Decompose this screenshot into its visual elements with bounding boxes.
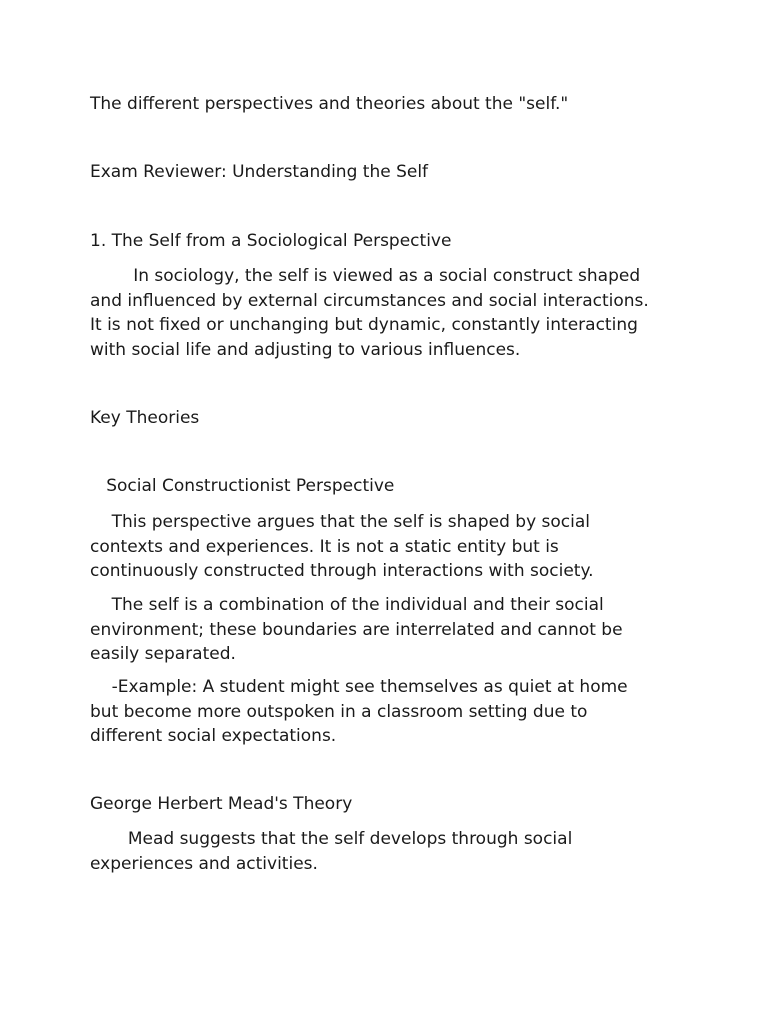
text-line: It is not fixed or unchanging but dynamic, constantly interacting	[90, 315, 638, 335]
social-constructionist-heading: Social Constructionist Perspective	[90, 476, 395, 496]
text-line: continuously constructed through interactions with society.	[90, 561, 594, 581]
text-line: In sociology, the self is viewed as a social construct shaped	[90, 266, 641, 286]
text-line: The self is a combination of the individual and their social	[90, 595, 604, 615]
text-line: experiences and activities.	[90, 853, 318, 874]
document-title: Exam Reviewer: Understanding the Self	[90, 162, 429, 182]
text-line: with social life and adjusting to various influences.	[90, 339, 521, 360]
section-heading-sociological: 1. The Self from a Sociological Perspective	[90, 231, 452, 251]
text-line: easily separated.	[90, 644, 236, 664]
paragraph-mead	[90, 827, 690, 876]
intro-line: The different perspectives and theories about the "self."	[90, 94, 569, 114]
text-line: different social expectations.	[90, 726, 337, 746]
text-line: This perspective argues that the self is shaped by social	[90, 512, 591, 532]
paragraph-social-constructionist-2	[90, 593, 690, 667]
mead-theory-heading: George Herbert Mead's Theory	[90, 794, 353, 814]
key-theories-heading: Key Theories	[90, 408, 200, 428]
paragraph-social-constructionist-1	[90, 510, 690, 584]
text-line: but become more outspoken in a classroom setting due to	[90, 701, 588, 722]
text-line: environment; these boundaries are interrelated and cannot be	[90, 619, 623, 640]
text-line: -Example: A student might see themselves as quiet at home	[90, 677, 628, 697]
paragraph-sociological	[90, 264, 690, 362]
paragraph-example	[90, 675, 690, 749]
text-line: and influenced by external circumstances and social interactions.	[90, 290, 649, 311]
text-line: Mead suggests that the self develops through social	[90, 829, 573, 849]
text-line: contexts and experiences. It is not a static entity but is	[90, 536, 559, 557]
